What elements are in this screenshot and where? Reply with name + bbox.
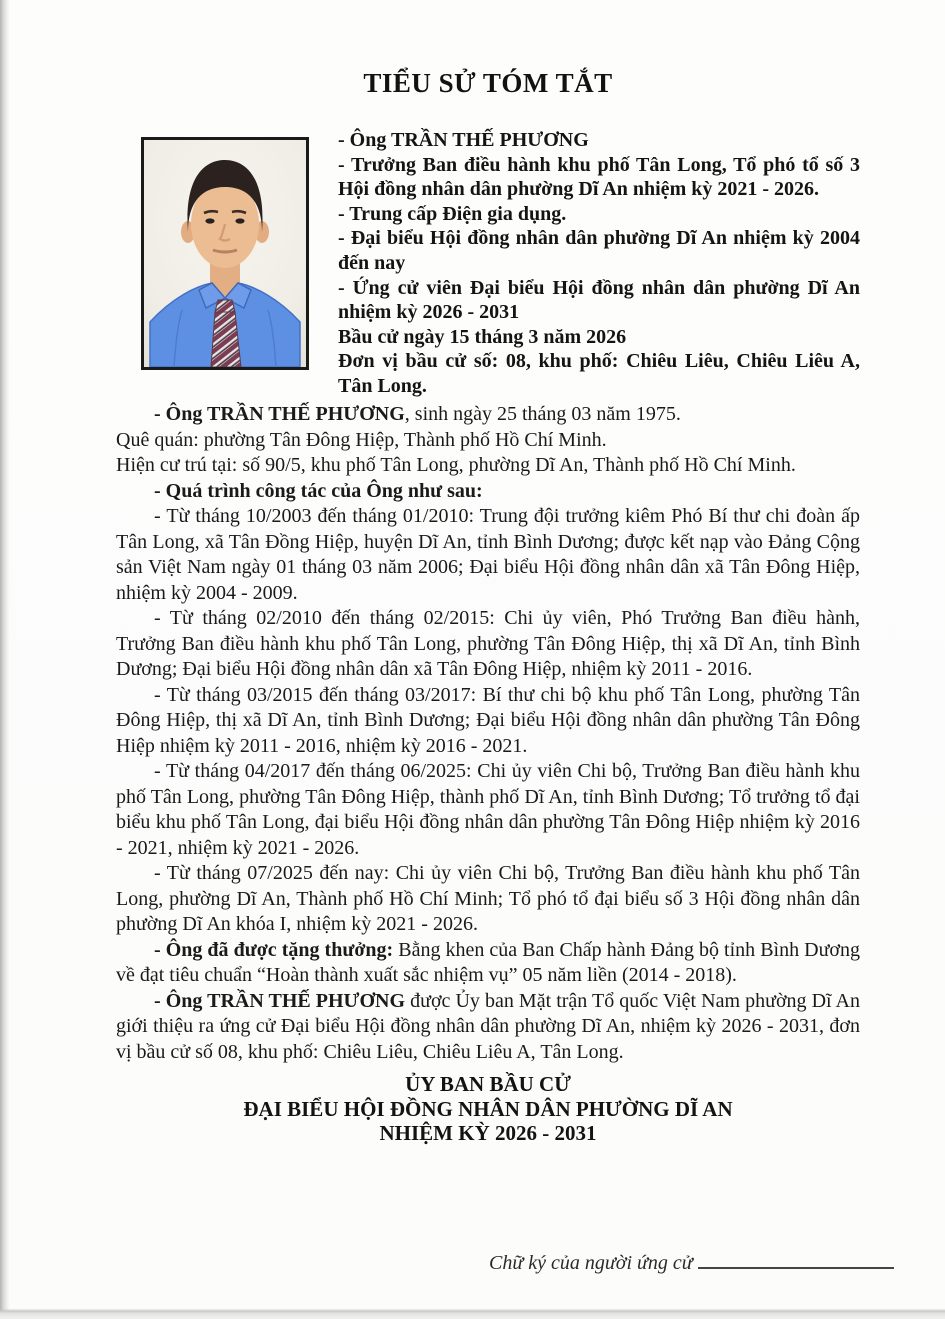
- portrait-photo-graphic: [144, 140, 306, 367]
- bio-intro-name: - Ông TRẦN THẾ PHƯƠNG: [154, 403, 405, 425]
- nomination-text: được Ủy ban Mặt trận Tổ quốc Việt Nam phường Dĩ An giới thiệu ra ứng cử Đại biểu Hội đồng nhân dân phường Dĩ An, nhiệm kỳ 2026 - 2031, đơn vị bầu cử số 08, khu phố: Chiêu Liêu, Chiêu Liêu A, Tân Long.: [116, 989, 860, 1063]
- signature-label: Chữ ký của người ứng cử: [489, 1252, 693, 1274]
- award-text: Bằng khen của Ban Chấp hành Đảng bộ tỉnh Bình Dương về đạt tiêu chuẩn “Hoàn thành xuất sắc nhiệm vụ” 05 năm liền (2014 - 2018).: [116, 938, 860, 986]
- page-title: TIỂU SỬ TÓM TẮT: [363, 68, 613, 98]
- career-paragraph: - Từ tháng 02/2010 đến tháng 02/2015: Chi ủy viên, Phó Trưởng Ban điều hành, Trưởng Ban điều hành khu phố Tân Long, phường Tân Đông Hiệp, thị xã Dĩ An, tỉnh Bình Dương; Đại biểu Hội đồng nhân dân xã Tân Đông Hiệp, nhiệm kỳ 2011 - 2016.: [116, 607, 860, 680]
- career-paragraph: - Từ tháng 04/2017 đến tháng 06/2025: Chi ủy viên Chi bộ, Trưởng Ban điều hành khu phố Tân Long, phường Tân Đông Hiệp, thành phố Dĩ An, tỉnh Bình Dương; Tổ trưởng tổ đại biểu khu phố Tân Long, đại biểu Hội đồng nhân dân phường Tân Đông Hiệp nhiệm kỳ 2016 - 2021, nhiệm kỳ 2021 - 2026.: [116, 760, 860, 859]
- signature-row: [489, 1252, 894, 1275]
- scan-left-edge: [0, 0, 10, 1319]
- summary-line: Bầu cử ngày 15 tháng 3 năm 2026: [338, 325, 627, 348]
- footer-council: ĐẠI BIỂU HỘI ĐỒNG NHÂN DÂN PHƯỜNG DĨ AN: [243, 1096, 733, 1121]
- summary-line: - Trưởng Ban điều hành khu phố Tân Long, Tổ phó tổ số 3 Hội đồng nhân dân phường Dĩ An nhiệm kỳ 2021 - 2026.: [338, 153, 860, 201]
- bio-hometown: Quê quán: phường Tân Đông Hiệp, Thành phố Hồ Chí Minh.: [116, 428, 607, 451]
- summary-line: - Trung cấp Điện gia dụng.: [338, 202, 567, 225]
- career-heading: - Quá trình công tác của Ông như sau:: [154, 479, 483, 502]
- career-paragraph: - Từ tháng 10/2003 đến tháng 01/2010: Trung đội trưởng kiêm Phó Bí thư chi đoàn ấp Tân Long, xã Tân Đồng Hiệp, huyện Dĩ An, tỉnh Bình Dương; được kết nạp vào Đảng Cộng sản Việt Nam ngày 01 tháng 03 năm 2006; Đại biểu Hội đồng nhân dân xã Tân Đông Hiệp, nhiệm kỳ 2004 - 2009.: [116, 505, 860, 604]
- candidate-summary-block: [338, 128, 860, 399]
- summary-line: - Ứng cử viên Đại biểu Hội đồng nhân dân phường Dĩ An nhiệm kỳ 2026 - 2031: [338, 276, 860, 324]
- career-paragraph: - Từ tháng 03/2015 đến tháng 03/2017: Bí thư chi bộ khu phố Tân Long, phường Tân Đông Hiệp, thị xã Dĩ An, tỉnh Bình Dương; Đại biểu Hội đồng nhân dân phường Tân Đông Hiệp nhiệm kỳ 2011 - 2016, nhiệm kỳ 2016 - 2021.: [116, 683, 860, 757]
- summary-line: - Ông TRẦN THẾ PHƯƠNG: [338, 129, 589, 151]
- bio-intro-rest: , sinh ngày 25 tháng 03 năm 1975.: [404, 403, 681, 425]
- footer-committee: ỦY BAN BẦU CỬ: [405, 1072, 571, 1096]
- footer-term: NHIỆM KỲ 2026 - 2031: [379, 1121, 597, 1145]
- summary-line: - Đại biểu Hội đồng nhân dân phường Dĩ An nhiệm kỳ 2004 đến nay: [338, 227, 860, 274]
- scan-bottom-edge: [0, 1304, 945, 1319]
- bio-residence: Hiện cư trú tại: số 90/5, khu phố Tân Long, phường Dĩ An, Thành phố Hồ Chí Minh.: [116, 454, 796, 476]
- biography-body: [116, 402, 860, 1065]
- career-paragraph: - Từ tháng 07/2025 đến nay: Chi ủy viên Chi bộ, Trưởng Ban điều hành khu phố Tân Long, phường Dĩ An, Thành phố Hồ Chí Minh; Tổ phó tổ đại biểu số 3 Hội đồng nhân dân phường Dĩ An khóa I, nhiệm kỳ 2021 - 2026.: [116, 862, 860, 935]
- award-label: - Ông đã được tặng thưởng:: [154, 938, 394, 961]
- bio-intro: [116, 402, 860, 428]
- summary-line: Đơn vị bầu cử số: 08, khu phố: Chiêu Liêu, Chiêu Liêu A, Tân Long.: [338, 350, 860, 397]
- nomination-paragraph: [116, 989, 860, 1066]
- signature-blank-line: [698, 1255, 894, 1269]
- candidate-photo: [141, 137, 309, 370]
- nomination-name: - Ông TRẦN THẾ PHƯƠNG: [154, 989, 406, 1012]
- issuing-authority-block: [116, 1072, 860, 1146]
- award-paragraph: [116, 938, 860, 989]
